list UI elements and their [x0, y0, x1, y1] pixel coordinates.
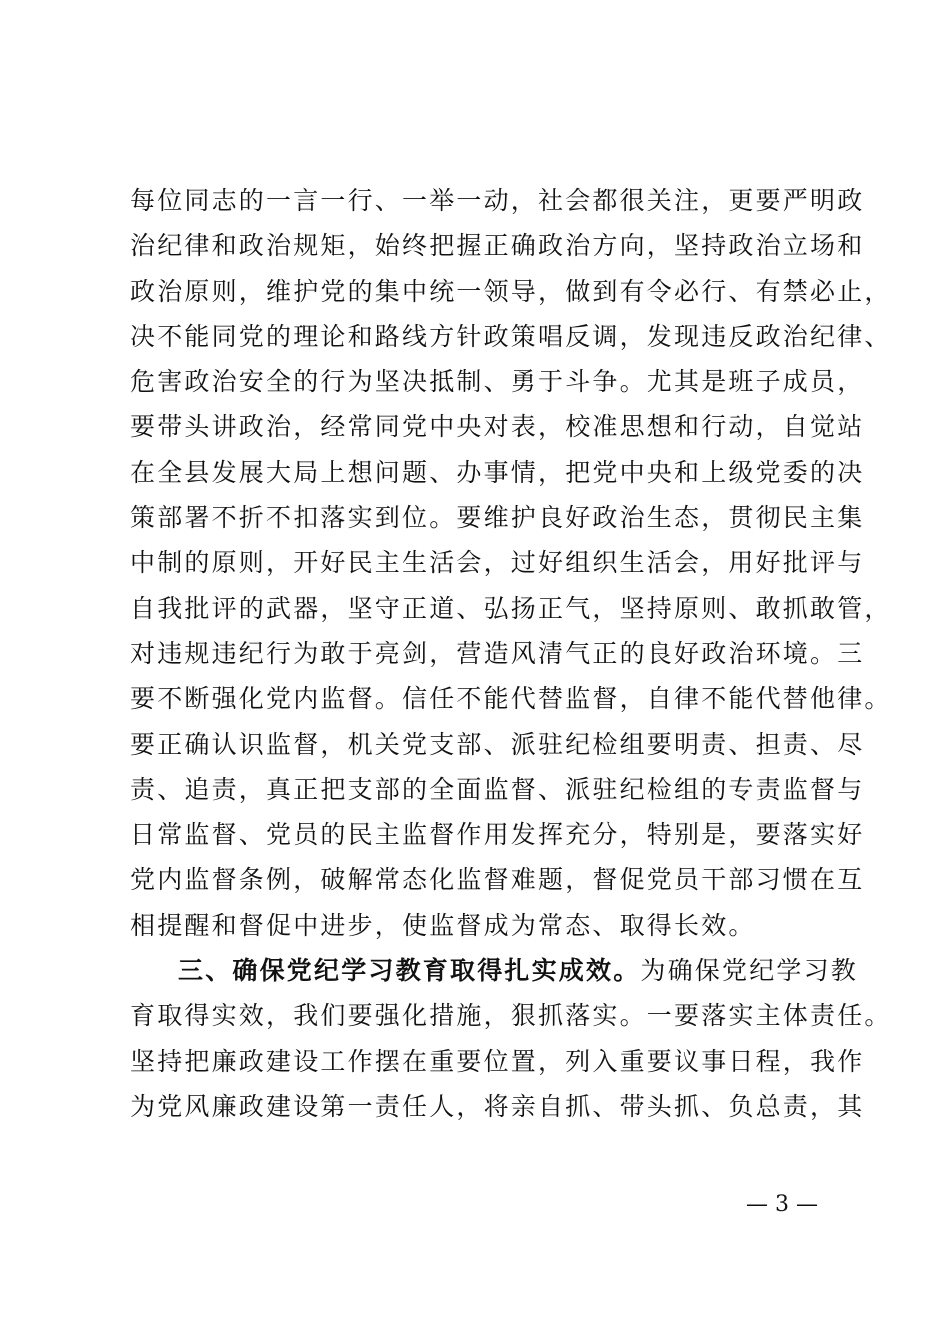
section-heading: 三、确保党纪学习教育取得扎实成效。: [178, 956, 641, 986]
text-line: 危害政治安全的行为坚决抵制、勇于斗争。尤其是班子成员，: [130, 367, 865, 397]
section-heading-line: [130, 948, 859, 993]
text-line: 责、追责，真正把支部的全面监督、派驻纪检组的专责监督与: [130, 774, 865, 804]
text-line: 要不断强化党内监督。信任不能代替监督，自律不能代替他律。: [130, 684, 892, 714]
text-line: 对违规违纪行为敢于亮剑，营造风清气正的良好政治环境。三: [130, 638, 865, 668]
text-line: 中制的原则，开好民主生活会，过好组织生活会，用好批评与: [130, 548, 865, 578]
text-line: 每位同志的一言一行、一举一动，社会都很关注，更要严明政: [130, 186, 865, 215]
text-line: 自我批评的武器，坚守正道、弘扬正气，坚持原则、敢抓敢管，: [130, 593, 892, 623]
body-text: [130, 178, 892, 1129]
text-line: 要正确认识监督，机关党支部、派驻纪检组要明责、担责、尽: [130, 729, 865, 759]
text-line: 决不能同党的理论和路线方针政策唱反调，发现违反政治纪律、: [130, 321, 892, 351]
heading-line-rest: 为确保党纪学习教: [640, 956, 859, 986]
text-line: 日常监督、党员的民主监督作用发挥充分，特别是，要落实好: [130, 820, 865, 850]
text-line: 要带头讲政治，经常同党中央对表，校准思想和行动，自觉站: [130, 412, 865, 442]
text-line: 相提醒和督促中进步，使监督成为常态、取得长效。: [130, 910, 756, 940]
text-line: 为党风廉政建设第一责任人，将亲自抓、带头抓、负总责，其: [130, 1091, 865, 1121]
page-number: — 3 —: [746, 1192, 818, 1217]
text-line: 育取得实效，我们要强化措施，狠抓落实。一要落实主体责任。: [130, 1001, 892, 1031]
text-line: 治纪律和政治规矩，始终把握正确政治方向，坚持政治立场和: [130, 231, 865, 261]
text-line: 政治原则，维护党的集中统一领导，做到有令必行、有禁必止，: [130, 276, 892, 306]
text-line: 坚持把廉政建设工作摆在重要位置，列入重要议事日程，我作: [130, 1046, 865, 1076]
text-line: 策部署不折不扣落实到位。要维护良好政治生态，贯彻民主集: [130, 503, 865, 533]
text-line: 在全县发展大局上想问题、办事情，把党中央和上级党委的决: [130, 457, 865, 487]
text-line: 党内监督条例，破解常态化监督难题，督促党员干部习惯在互: [130, 865, 865, 895]
